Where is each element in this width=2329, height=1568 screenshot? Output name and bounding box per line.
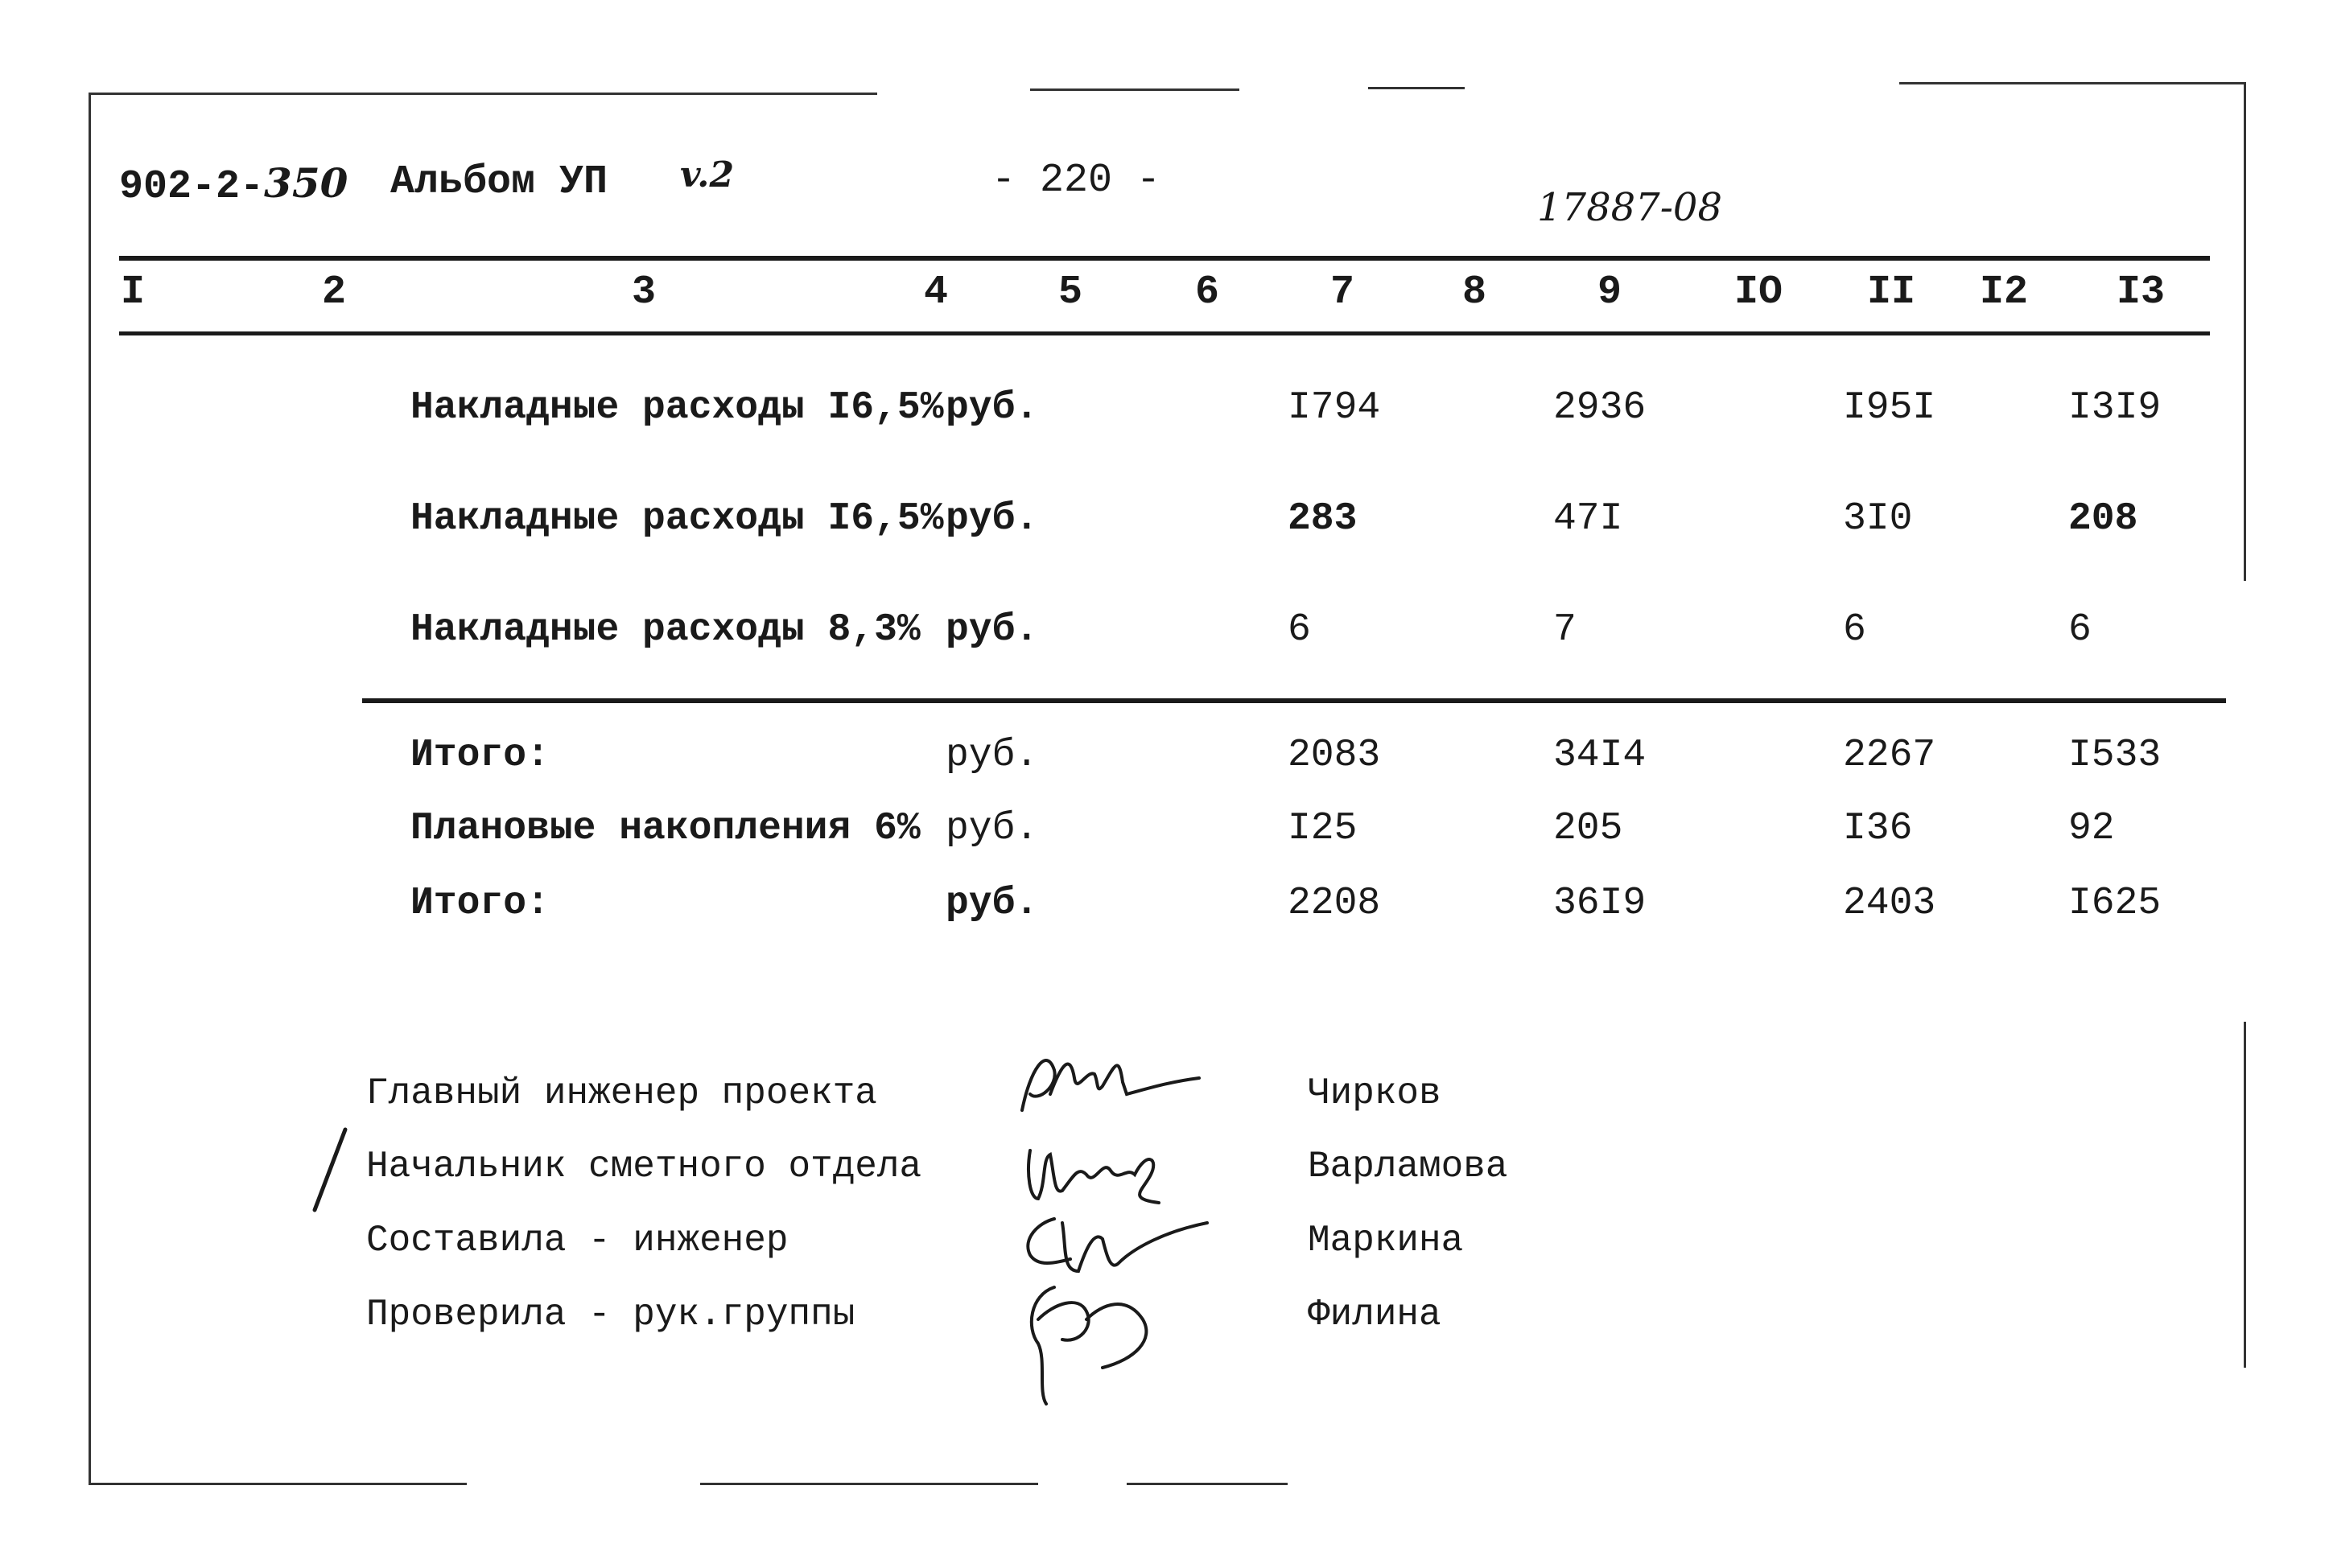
row-value-col13: I3I9 — [2068, 386, 2162, 430]
col-number-4: 4 — [923, 270, 949, 315]
frame-top-left — [89, 93, 877, 95]
row-value-col11: 2403 — [1843, 882, 1936, 925]
col-number-13: I3 — [2116, 270, 2166, 315]
signature-name: Чирков — [1308, 1072, 1441, 1114]
col-number-2: 2 — [321, 270, 347, 315]
col-number-6: 6 — [1194, 270, 1220, 315]
archive-number: 17887-08 — [1537, 185, 1722, 230]
row-value-col11: I95I — [1843, 386, 1936, 430]
signature-title: Проверила - рук.группы — [366, 1294, 855, 1335]
row-value-col9: 7 — [1553, 608, 1577, 652]
frame-bottom-right — [1127, 1483, 1288, 1485]
row-name: Накладные расходы I6,5% — [410, 386, 944, 430]
row-value-col13: 6 — [2068, 608, 2092, 652]
row-name: Плановые накопления 6% — [410, 807, 921, 850]
doc-code — [119, 159, 348, 210]
row-value-col9: 205 — [1553, 807, 1623, 850]
row-value-col13: 208 — [2068, 497, 2138, 541]
row-value-col9: 47I — [1553, 497, 1623, 541]
row-value-col13: I625 — [2068, 882, 2162, 925]
signature-title: Главный инженер проекта — [366, 1072, 877, 1114]
col-number-12: I2 — [1979, 270, 2029, 315]
col-number-8: 8 — [1461, 270, 1487, 315]
row-value-col7: I794 — [1288, 386, 1381, 430]
signature-name: Филина — [1308, 1294, 1441, 1335]
col-number-11: II — [1866, 270, 1916, 315]
frame-right-bottom — [2244, 1022, 2246, 1368]
page-number: - 220 - — [991, 158, 1161, 204]
check-mark-icon — [310, 1126, 350, 1215]
col-number-10: IO — [1733, 270, 1783, 315]
col-number-5: 5 — [1057, 270, 1083, 315]
frame-top-right — [1899, 82, 2245, 84]
row-value-col11: 2267 — [1843, 734, 1936, 777]
doc-code-prefix: 902-2- — [119, 164, 265, 210]
row-value-col7: 2083 — [1288, 734, 1381, 777]
row-unit: руб. — [946, 734, 1039, 777]
col-number-1: I — [120, 270, 146, 315]
row-value-col7: 6 — [1288, 608, 1311, 652]
subtotal-rule — [362, 698, 2226, 703]
row-value-col11: 3I0 — [1843, 497, 1913, 541]
row-name: Накладные расходы 8,3% — [410, 608, 921, 652]
row-value-col13: I533 — [2068, 734, 2162, 777]
row-value-col13: 92 — [2068, 807, 2115, 850]
frame-top-mid — [1030, 88, 1239, 91]
col-number-3: 3 — [631, 270, 657, 315]
row-value-col11: 6 — [1843, 608, 1866, 652]
row-unit: руб. — [946, 882, 1039, 925]
table-top-rule — [119, 256, 2210, 261]
row-name: Накладные расходы I6,5% — [410, 497, 944, 541]
row-value-col7: 283 — [1288, 497, 1358, 541]
frame-left — [89, 93, 91, 1484]
album-label: Альбом УП — [390, 159, 608, 205]
signature-title: Начальник сметного отдела — [366, 1146, 922, 1187]
row-name: Итого: — [410, 734, 550, 777]
row-value-col7: I25 — [1288, 807, 1358, 850]
row-value-col9: 2936 — [1553, 386, 1647, 430]
signature-name: Варламова — [1308, 1146, 1508, 1187]
col-number-7: 7 — [1329, 270, 1355, 315]
row-unit: руб. — [946, 386, 1039, 430]
col-number-9: 9 — [1597, 270, 1622, 315]
album-handwritten: v.2 — [680, 154, 735, 195]
signature-title: Составила - инженер — [366, 1220, 789, 1261]
row-value-col9: 34I4 — [1553, 734, 1647, 777]
row-unit: руб. — [946, 497, 1039, 541]
frame-bottom-mid — [700, 1483, 1038, 1485]
row-value-col11: I36 — [1843, 807, 1913, 850]
signature-scribble-icon — [1006, 1271, 1183, 1416]
column-numbers-rule — [119, 331, 2210, 335]
row-unit: руб. — [946, 608, 1039, 652]
frame-bottom-left — [89, 1483, 467, 1485]
row-name: Итого: — [410, 882, 550, 925]
frame-right-top — [2244, 82, 2246, 581]
row-unit: руб. — [946, 807, 1039, 850]
doc-code-handwritten: 350 — [264, 159, 348, 207]
frame-top-mid2 — [1368, 87, 1465, 89]
signature-scribble-icon — [1006, 1038, 1207, 1134]
signature-name: Маркина — [1308, 1220, 1464, 1261]
row-value-col9: 36I9 — [1553, 882, 1647, 925]
row-value-col7: 2208 — [1288, 882, 1381, 925]
